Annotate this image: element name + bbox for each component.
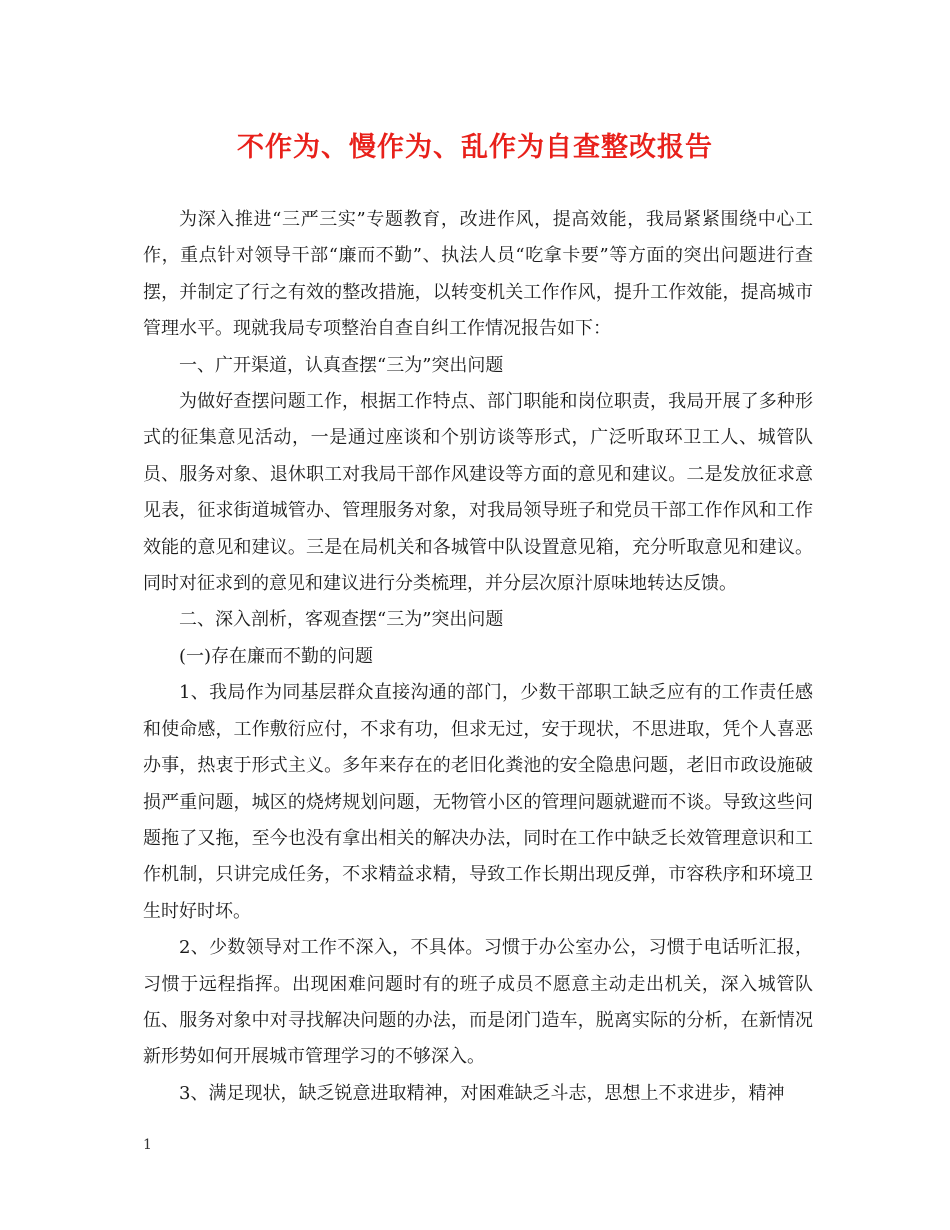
section-1-paragraph: 为做好查摆问题工作，根据工作特点、部门职能和岗位职责，我局开展了多种形式的征集意见活动，一是通过座谈和个别访谈等形式，广泛听取环卫工人、城管队员、服务对象、退休职工对我局干部作风建设等方面的意见和建议。二是发放征求意见表，征求街道城管办、管理服务对象，对我局领导班子和党员干部工作作风和工作效能的意见和建议。三是在局机关和各城管中队设置意见箱，充分听取意见和建议。同时对征求到的意见和建议进行分类梳理，并分层次原汁原味地转达反馈。 (143, 391, 813, 595)
subsection-heading-1: (一)存在廉而不勤的问题 (179, 645, 374, 667)
item-1-paragraph: 1、我局作为同基层群众直接沟通的部门，少数干部职工缺乏应有的工作责任感和使命感，工作敷衍应付，不求有功，但求无过，安于现状，不思进取，凭个人喜恶办事，热衷于形式主义。多年来存在的老旧化粪池的安全隐患问题，老旧市政设施破损严重问题，城区的烧烤规划问题，无物管小区的管理问题就避而不谈。导致这些问题拖了又拖，至今也没有拿出相关的解决办法，同时在工作中缺乏长效管理意识和工作机制，只讲完成任务，不求精益求精，导致工作长期出现反弹，市容秩序和环境卫生时好时坏。 (143, 682, 813, 922)
intro-paragraph: 为深入推进“三严三实”专题教育，改进作风，提高效能，我局紧紧围绕中心工作，重点针对领导干部“廉而不勤”、执法人员“吃拿卡要”等方面的突出问题进行查摆，并制定了行之有效的整改措施，以转变机关工作作风，提升工作效能，提高城市管理水平。现就我局专项整治自查自纠工作情况报告如下： (143, 209, 813, 340)
item-2-paragraph: 2、少数领导对工作不深入，不具体。习惯于办公室办公，习惯于电话听汇报，习惯于远程指挥。出现困难问题时有的班子成员不愿意主动走出机关，深入城管队伍、服务对象中对寻找解决问题的办法，而是闭门造车，脱离实际的分析，在新情况新形势如何开展城市管理学习的不够深入。 (143, 937, 813, 1068)
document-title: 不作为、慢作为、乱作为自查整改报告 (237, 132, 713, 163)
item-3-paragraph: 3、满足现状，缺乏锐意进取精神，对困难缺乏斗志，思想上不求进步，精神 (179, 1082, 785, 1104)
section-heading-1: 一、广开渠道，认真查摆“三为”突出问题 (179, 354, 504, 376)
page-number: 1 (143, 1137, 152, 1153)
document-body (143, 202, 813, 1112)
section-heading-2: 二、深入剖析，客观查摆“三为”突出问题 (179, 609, 504, 631)
